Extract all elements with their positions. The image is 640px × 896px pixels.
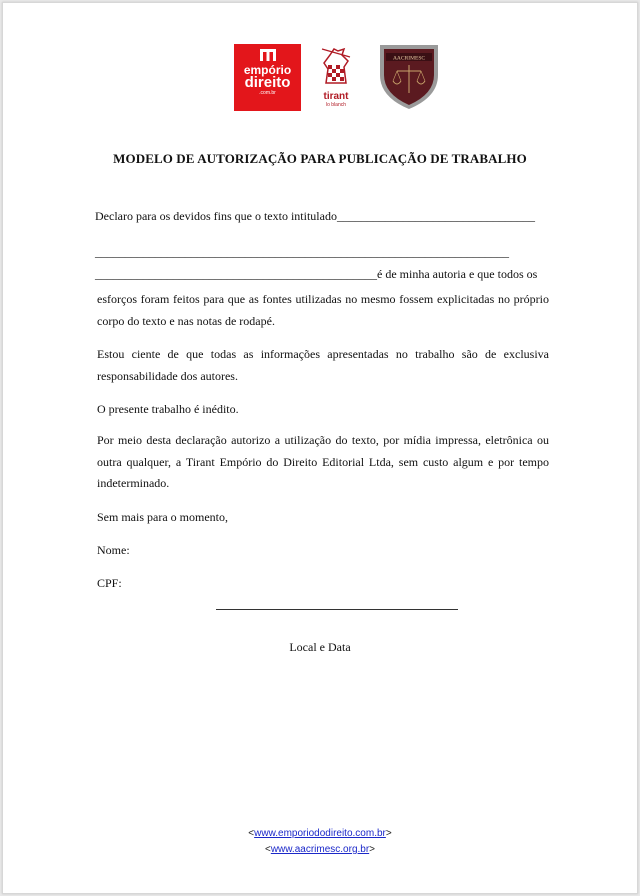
footer-link1-prefix: < [248,828,255,839]
knight-horse-icon [318,45,354,85]
shield-logo-text: AACRIMESC [392,55,426,62]
footer-link2-prefix: < [264,844,271,855]
signature-line [216,609,458,610]
document-page [2,2,638,894]
tirant-logo [314,45,358,109]
header-logos [3,41,637,111]
nome-label: Nome: [97,543,130,557]
cpf-label: CPF: [97,576,122,590]
declaration-authorship: é de minha autoria e que todos os [377,267,538,281]
emporio-logo-line1: empório [243,63,292,77]
document-title: MODELO DE AUTORIZAÇÃO PARA PUBLICAÇÃO DE TRABALHO [113,151,527,166]
tirant-logo-line2: lo blanch [325,102,346,108]
declaration-line-1: Declaro para os devidos fins que o texto intitulado_________________________________ [95,209,535,223]
local-data-label: Local e Data [289,640,351,654]
closing-paragraph: Sem mais para o momento, [97,510,228,524]
emporio-website-link[interactable]: www.emporiododireito.com.br [254,828,386,839]
aacrimesc-shield-logo [376,41,442,111]
emporio-logo-line2: direito [244,74,291,91]
declaration-line-3 [95,267,537,282]
declaration-line-2: _____________________________________________________________________ [95,245,509,259]
responsibility-paragraph: Estou ciente de que todas as informações apresentadas no trabalho são de exclusiva responsabilidade dos autores. [97,347,549,383]
footer-link2-suffix: > [369,844,376,855]
emporio-direito-logo [234,44,301,111]
emporio-logo-line3: .com.br [259,90,276,96]
tirant-logo-line1: tirant [323,91,349,102]
declaration-paragraph: esforços foram feitos para que as fontes utilizadas no mesmo fossem explicitadas no próprio corpo do texto e nas notas de rodapé. [97,292,549,328]
footer-link-2 [3,844,637,855]
declaration-blank: _______________________________________________ [95,267,377,281]
aacrimesc-website-link[interactable]: www.aacrimesc.org.br [270,844,370,855]
unpublished-paragraph: O presente trabalho é inédito. [97,402,239,416]
authorization-paragraph: Por meio desta declaração autorizo a utilização do texto, por mídia impressa, eletrônica ou outra qualquer, a Tirant Empório do Direito Editorial Ltda, sem custo algum e por tempo indeterminado. [97,433,549,490]
footer-link-1 [3,828,637,839]
footer-link1-suffix: > [385,828,392,839]
